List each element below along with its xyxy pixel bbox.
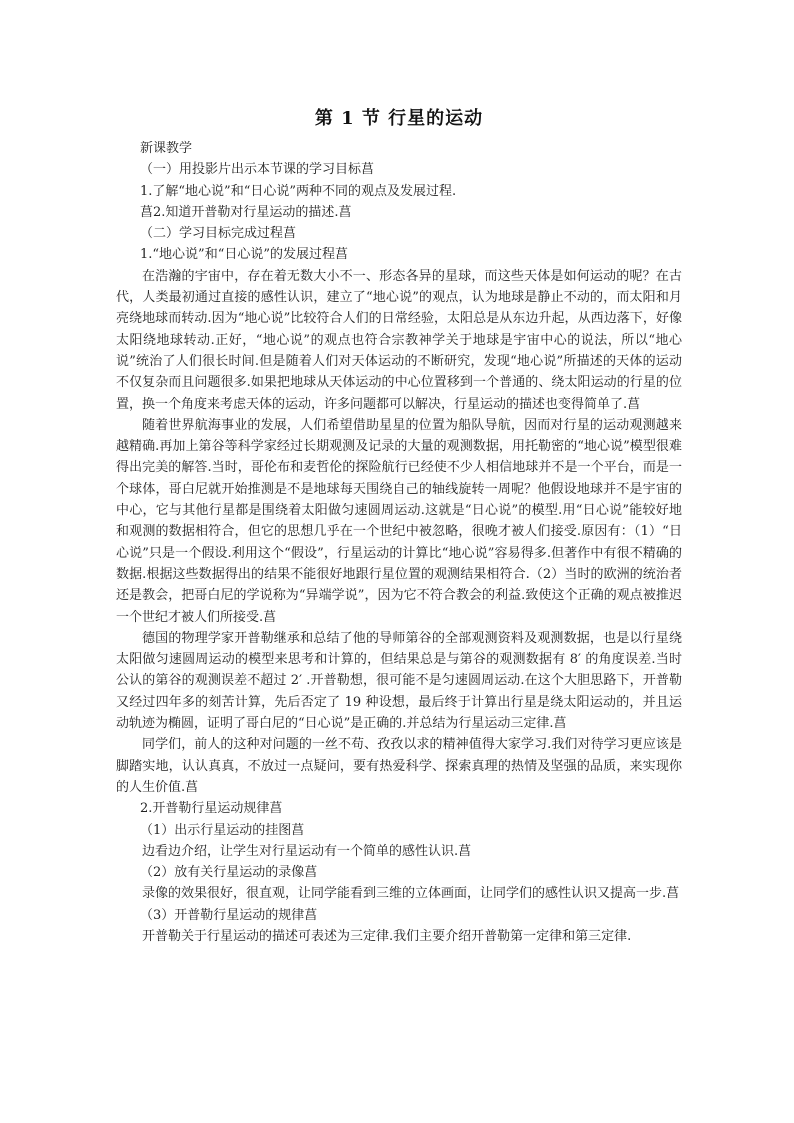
paragraph: （1）出示行星运动的挂图菖 <box>140 822 305 838</box>
paragraph: 同学们，前人的这种对问题的一丝不苟、孜孜以求的精神值得大家学习.我们对待学习更应该是脚踏实地，认认真真，不放过一点疑问，要有热爱科学、探索真理的热情及坚强的品质，来实现你的人生价值.菖 <box>116 737 682 795</box>
paragraph: 边看边介绍，让学生对行星运动有一个简单的感性认识.菖 <box>142 843 472 859</box>
paragraph: （3）开普勒行星运动的规律菖 <box>140 907 318 923</box>
paragraph: 德国的物理学家开普勒继承和总结了他的导师第谷的全部观测资料及观测数据，也是以行星绕太阳做匀速圆周运动的模型来思考和计算的，但结果总是与第谷的观测数据有 8′ 的角度误差.当时公认的第谷的观测误差不超过 2′ .开普勒想，很可能不是匀速圆周运动.在这个大胆思路下，开普勒又经过四年多的刻苦计算，先后否定了 19 种设想，最后终于计算出行星是绕太阳运动的，并且运动轨迹为椭圆，证明了哥白尼的“日心说”是正确的.并总结为行星运动三定律.菖 <box>116 630 682 732</box>
paragraph: 2.开普勒行星运动规律菖 <box>140 801 283 817</box>
page-title: 第 1 节 行星的运动 <box>314 108 484 129</box>
paragraph: 新课教学 <box>140 141 193 156</box>
paragraph: （一）用投影片出示本节课的学习目标菖 <box>140 162 375 178</box>
paragraph: 1.“地心说”和“日心说”的发展过程菖 <box>140 247 348 263</box>
paragraph: 1.了解“地心说”和“日心说”两种不同的观点及发展过程. <box>140 183 457 199</box>
paragraph: 在浩瀚的宇宙中，存在着无数大小不一、形态各异的星球，而这些天体是如何运动的呢？在古代，人类最初通过直接的感性认识，建立了“地心说”的观点，认为地球是静止不动的，而太阳和月亮绕地球而转动.因为“地心说”比较符合人们的日常经验，太阳总是从东边升起，从西边落下，好像太阳绕地球转动.正好，“地心说”的观点也符合宗教神学关于地球是宇宙中心的说法，所以“地心说”统治了人们很长时间.但是随着人们对天体运动的不断研究，发现“地心说”所描述的天体的运动不仅复杂而且问题很多.如果把地球从天体运动的中心位置移到一个普通的、绕太阳运动的行星的位置，换一个角度来考虑天体的运动，许多问题都可以解决，行星运动的描述也变得简单了.菖 <box>116 268 682 412</box>
paragraph: 开普勒关于行星运动的描述可表述为三定律.我们主要介绍开普勒第一定律和第三定律. <box>142 928 632 944</box>
paragraph: （二）学习目标完成过程菖 <box>140 226 297 242</box>
paragraph: 录像的效果很好，很直观，让同学能看到三维的立体画面，让同学们的感性认识又提高一步.菖 <box>142 886 680 902</box>
paragraph: 菖2.知道开普勒对行星运动的描述.菖 <box>140 204 352 220</box>
paragraph: （2）放有关行星运动的录像菖 <box>140 865 318 881</box>
paragraph: 随着世界航海事业的发展，人们希望借助星星的位置为船队导航，因而对行星的运动观测越来越精确.再加上第谷等科学家经过长期观测及记录的大量的观测数据，用托勒密的“地心说”模型很难得出完美的解答.当时，哥伦布和麦哲伦的探险航行已经使不少人相信地球并不是一个平台，而是一个球体，哥白尼就开始推测是不是地球每天围绕自己的轴线旋转一周呢？他假设地球并不是宇宙的中心，它与其他行星都是围绕着太阳做匀速圆周运动.这就是“日心说”的模型.用“日心说”能较好地和观测的数据相符合，但它的思想几乎在一个世纪中被忽略，很晚才被人们接受.原因有：（1）“日心说”只是一个假设.利用这个“假设”，行星运动的计算比“地心说”容易得多.但著作中有很不精确的数据.根据这些数据得出的结果不能很好地跟行星位置的观测结果相符合.（2）当时的欧洲的统治者还是教会，把哥白尼的学说称为“异端学说”，因为它不符合教会的利益.致使这个正确的观点被推迟一个世纪才被人们所接受.菖 <box>116 417 682 625</box>
document-body <box>116 138 682 947</box>
